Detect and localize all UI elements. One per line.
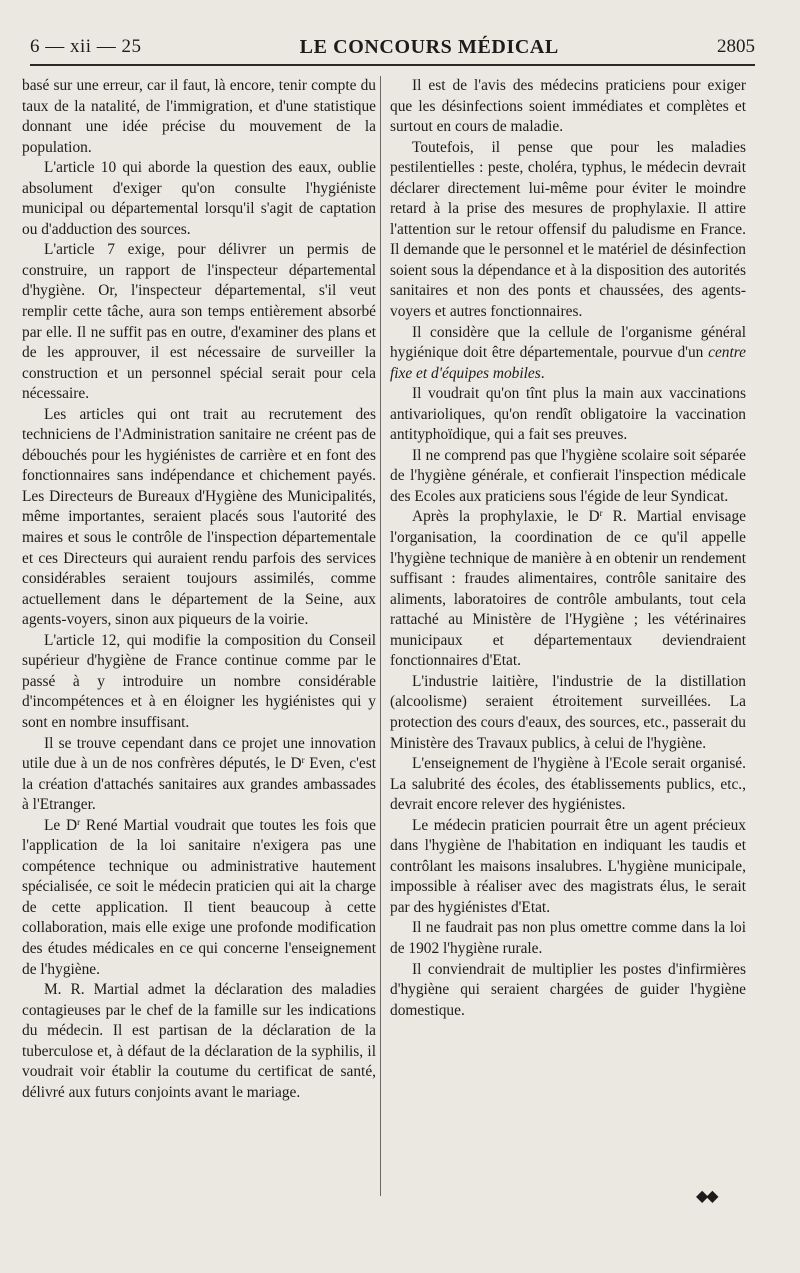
paragraph: Toutefois, il pense que pour les maladies pestilentielles : peste, choléra, typhus, le médecin devrait déclarer directement lui-même pour éviter le moindre retard à la prise des mesures de prophylaxie. Il attire l'attention sur le retour offensif du paludisme en France. Il demande que le personnel et le matériel de désinfection soient sous la dépendance et à la disposition des autorités sanitaires et non des ponts et chaussées, des agents-voyers et autres fonctionnaires. <box>390 138 746 321</box>
right-text-column <box>390 76 746 1021</box>
paragraph: L'industrie laitière, l'industrie de la distillation (alcoolisme) seraient étroitement surveillées. La protection des cours d'eaux, des sources, etc., passerait du Ministère des Travaux publics, à celui de l'hygiène. <box>390 672 746 752</box>
paragraph: L'article 7 exige, pour délivrer un permis de construire, un rapport de l'inspecteur départemental d'hygiène. Or, l'inspecteur départemental, s'il veut remplir cette tâche, aura son temps entièrement absorbé par elle. Il ne suffit pas en outre, d'examiner des plans et de les approuver, il est nécessaire de surveiller la construction et un personnel spécial serait pour cela nécessaire. <box>22 241 376 403</box>
paragraph: Il conviendrait de multiplier les postes d'infirmières d'hygiène qui seraient chargées de guider l'hygiène domestique. <box>390 960 746 1019</box>
left-text-column <box>22 76 376 1103</box>
paragraph: Il ne comprend pas que l'hygiène scolaire soit séparée de l'hygiène générale, et confierait l'inspection médicale des Ecoles aux praticiens sous l'égide de leur Syndicat. <box>390 446 746 505</box>
paragraph: Il est de l'avis des médecins praticiens pour exiger que les désinfections soient immédiates et complètes et surtout en cours de maladie. <box>390 77 746 136</box>
journal-title: LE CONCOURS MÉDICAL <box>299 35 559 58</box>
paragraph: Il voudrait qu'on tînt plus la main aux vaccinations antivarioliques, qu'on rendît obligatoire la vaccination antityphoïdique, qui a fait ses preuves. <box>390 385 746 444</box>
paragraph: L'article 12, qui modifie la composition du Conseil supérieur d'hygiène de France continue comme par le passé à y introduire un nombre considérable d'incompétences et à en éloigner les hygiénistes qui y sont en nombre insuffisant. <box>22 631 376 731</box>
paragraph: Le $D^r$ René Martial voudrait que toutes les fois que l'application de la loi sanitaire n'exigera pas une compétence technique ou administrative hautement spécialisée, ce soit le médecin praticien qui ait la charge de cette application. Il tient beaucoup à cette collaboration, mais elle exige une profonde modification des études médicales en ce qui concerne l'enseignement de l'hygiène. <box>22 816 376 978</box>
paragraph: M. R. Martial admet la déclaration des maladies contagieuses par le chef de la famille sur les indications du médecin. Il est partisan de la déclaration de la tuberculose et, à défaut de la déclaration de la syphilis, il voudrait voir établir la coutume du certificat de santé, délivré aux futurs conjoints avant le mariage. <box>22 981 376 1101</box>
paragraph: Le médecin praticien pourrait être un agent précieux dans l'hygiène de l'habitation en indiquant les taudis et contrôlant les maisons insalubres. L'hygiène municipale, impossible à réaliser avec des magistrats élus, le serait par des hygiénistes d'Etat. <box>390 816 746 916</box>
end-ornament: ◆◆ <box>696 1188 717 1205</box>
paragraph: Il considère que la cellule de l'organisme général hygiénique doit être départementale, pourvue d'un centre fixe et d'équipes mobiles. <box>390 323 746 382</box>
paragraph: Il se trouve cependant dans ce projet une innovation utile due à un de nos confrères députés, le $D^r$ Even, c'est la création d'attachés sanitaires aux grandes ambassades à l'Etranger. <box>22 734 376 814</box>
page-number: 2805 <box>716 36 755 57</box>
paragraph: Les articles qui ont trait au recrutement des techniciens de l'Administration sanitaire ne créent pas de débouchés pour les hygiénistes de carrière et en font des fonctionnaires sans indépendance et chichement payés. Les Directeurs de Bureaux d'Hygiène des Municipalités, même importantes, seraient placés sous l'autorité des maires et sous le contrôle de l'inspection départementale et ces Directeurs qui auraient rendu parfois des services considérables seraient toujours assimilés, comme actuellement dans le département de la Seine, aux agents-voyers, sinon aux piqueurs de la voirie. <box>22 405 376 629</box>
paragraph: basé sur une erreur, car il faut, là encore, tenir compte du taux de la natalité, de l'immigration, et d'une statistique donnant une idée précise du mouvement de la population. <box>22 77 376 156</box>
paragraph: L'enseignement de l'hygiène à l'Ecole serait organisé. La salubrité des écoles, des établissements publics, etc., devrait encore relever des hygiénistes. <box>390 755 746 814</box>
paragraph: Après la prophylaxie, le $D^r$ R. Martial envisage l'organisation, la coordination de ce qu'il appelle l'hygiène technique de manière à en obtenir un rendement suffisant : fraudes alimentaires, contrôle sanitaire des aliments, laboratoires de contrôle ambulants, tout cela rattaché au Ministère de l'Hygiène ; les vétérinaires municipaux et départementaux deviendraient fonctionnaires d'Etat. <box>390 508 746 670</box>
paragraph: L'article 10 qui aborde la question des eaux, oublie absolument d'exiger qu'on consulte l'hygiéniste municipal ou départemental lorsqu'il s'agit de captation ou d'adduction des sources. <box>22 159 376 238</box>
column-divider <box>380 76 381 1196</box>
page-header <box>30 30 755 66</box>
issue-reference: 6 — xii — 25 <box>30 36 142 57</box>
paragraph: Il ne faudrait pas non plus omettre comme dans la loi de 1902 l'hygiène rurale. <box>390 919 746 957</box>
